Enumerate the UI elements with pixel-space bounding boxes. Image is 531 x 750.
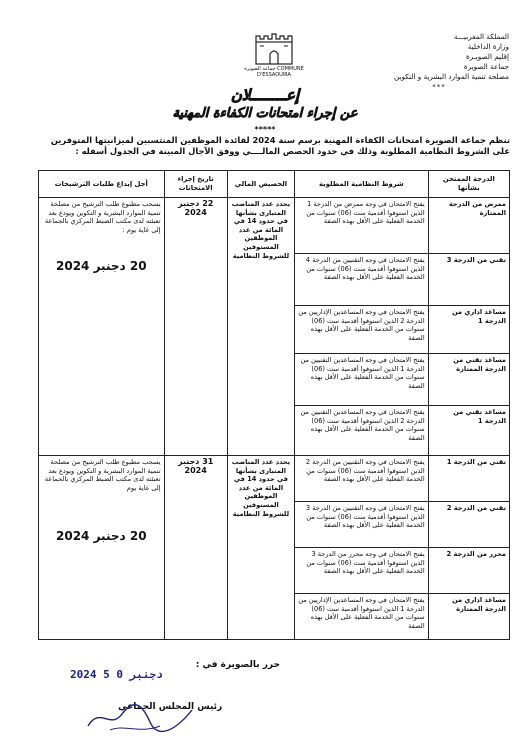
announcement-title [140,86,390,134]
condition-cell: يفتح الامتحان في وجه المساعدين التقنيين من الدرجة 2 الذين استوفوا أقدمية ست (06) سنوات من الخدمة الفعلية على الأقل بهذه الصفة [295,406,429,456]
exams-table [38,170,510,640]
header-deposit: أجل إيداع طلبات الترشيحات [39,171,165,198]
title-line-2: عن إجراء امتحانات الكفاءة المهنية [172,106,358,121]
deposit-cell [39,198,165,456]
quota-cell: يحدد عدد المناصب المتبارى بشأنها في حدود 14 في المائة من عدد الموظفين المستوفين للشروط النظامية [227,456,294,640]
level-cell: تقني من الدرجة 1 [428,456,509,502]
level-cell: مساعد اداري من الدرجة الممتازة [428,594,509,640]
deposit-text: يسحب مطبوع طلب الترشيح من مصلحة تنمية الموارد البشرية و التكوين ويودع بعد تعبئته لدى مكتب الضبط المركزي بالجماعة إلى غاية يوم [44,458,161,492]
exam-date-cell: 31 دجنبر 2024 [164,456,227,640]
place-label: حرر بالصويرة في : [195,660,280,670]
exam-date-cell: 22 دجنبر 2024 [164,198,227,456]
level-cell: مساعد اداري من الدرجة 1 [428,306,509,354]
deposit-date: 20 دجنبر 2024 [56,259,147,274]
title-stars: ***** [254,125,276,134]
header-line: وزارة الداخلية [467,42,509,51]
level-cell: تقني من الدرجة 3 [428,254,509,306]
table-row [39,456,510,502]
ministry-header [369,32,509,92]
handwritten-date: 2024 دجنبر 0 5 [70,668,163,681]
president-title: رئيس المجلس الجماعي [118,702,223,712]
condition-cell: يفتح الامتحان في وجه التقنيين من الدرجة 3 الذين استوفوا أقدمية ست (06) سنوات من الخدمة الفعلية على الأقل بهذه الصفة [295,502,429,548]
level-cell: محرر من الدرجة 2 [428,548,509,594]
condition-cell: يفتح الامتحان في وجه المساعدين التقنيين من الدرجة 1 الذين استوفوا أقدمية ست (06) سنوات من الخدمة الفعلية على الأقل بهذه الصفة [295,354,429,406]
header-line: إقليم الصويـرة [465,52,509,61]
level-cell: ممرض من الدرجة الممتازة [428,198,509,254]
condition-cell: يفتح الامتحان في وجه محرر من الدرجة 3 الذين استوفوا أقدمية ست (06) سنوات من الخدمة الفعلية على الأقل بهذه الصفة [295,548,429,594]
condition-cell: يفتح الامتحان في وجه ممرض من الدرجة 1 الذين استوفوا أقدمية ست (06) سنوات من الخدمة الفعلية على الأقل بهذه الصفة [295,198,429,254]
table-header-row [39,171,510,198]
condition-cell: يفتح الامتحان في وجه التقنيين من الدرجة 2 الذين استوفوا أقدمية ست (06) سنوات من الخدمة الفعلية على الأقل بهذه الصفة [295,456,429,502]
title-line-1: إعــــــــلان [230,86,300,104]
deposit-date: 20 دجنبر 2024 [56,529,147,544]
commune-logo-icon [250,28,298,68]
level-cell: تقني من الدرجة 2 [428,502,509,548]
header-line: المملكة المغربيـــة [453,32,509,41]
table-row [39,198,510,254]
level-cell: مساعد تقني من الدرجة 1 [428,406,509,456]
condition-cell: يفتح الامتحان في وجه المساعدين الإداريين من الدرجة 1 الذين استوفوا أقدمية ست (06) سنوات من الخدمة الفعلية على الأقل بهذه الصفة [295,594,429,640]
header-line: جماعة الصويرة [463,62,509,71]
header-quota: الحصيص المالي [227,171,294,198]
condition-cell: يفتح الامتحان في وجه التقنيين من الدرجة 4 الذين استوفوا أقدمية ست (06) سنوات من الخدمة الفعلية على الأقل بهذه الصفة [295,254,429,306]
logo-caption: جماعة الصويرة COMMUNE D'ESSAOUIRA [244,66,304,78]
intro-paragraph: تنظم جماعة الصويرة امتحانات الكفاءة المهنية برسم سنة 2024 لفائدة الموظفين المنتسبين لميزانيتها المتوفرين على الشروط النظامية المطلوبة وذلك في حدود الحصص المالــــي ووفق الآجال المبينة في الجدول أسفله : [50,135,510,156]
condition-cell: يفتح الامتحان في وجه المساعدين الإداريين من الدرجة 2 الذين استوفوا أقدمية ست (06) سنوات من الخدمة الفعلية على الأقل بهذه الصفة [295,306,429,354]
deposit-text: يسحب مطبوع طلب الترشيح من مصلحة تنمية الموارد البشرية و التكوين ويودع بعد تعبئته لدى مكتب الضبط المركزي بالجماعة إلى غاية يوم : [44,200,161,234]
header-conditions: شروط النظامية المطلوبة [295,171,429,198]
quota-cell: يحدد عدد المناصب المتبارى بشأنها في حدود 14 في المائة من عدد الموظفين المستوفين للشروط النظامية [227,198,294,456]
signature-icon [80,700,200,736]
header-stars: *** [432,83,446,91]
header-level: الدرجة الممتحن بشأنها [428,171,509,198]
header-exam-date: تاريخ إجراء الامتحانات [164,171,227,198]
header-line: مصلحة تنمية الموارد البشرية و التكوين [393,72,509,81]
level-cell: مساعد تقني من الدرجة الممتازة [428,354,509,406]
deposit-cell [39,456,165,640]
